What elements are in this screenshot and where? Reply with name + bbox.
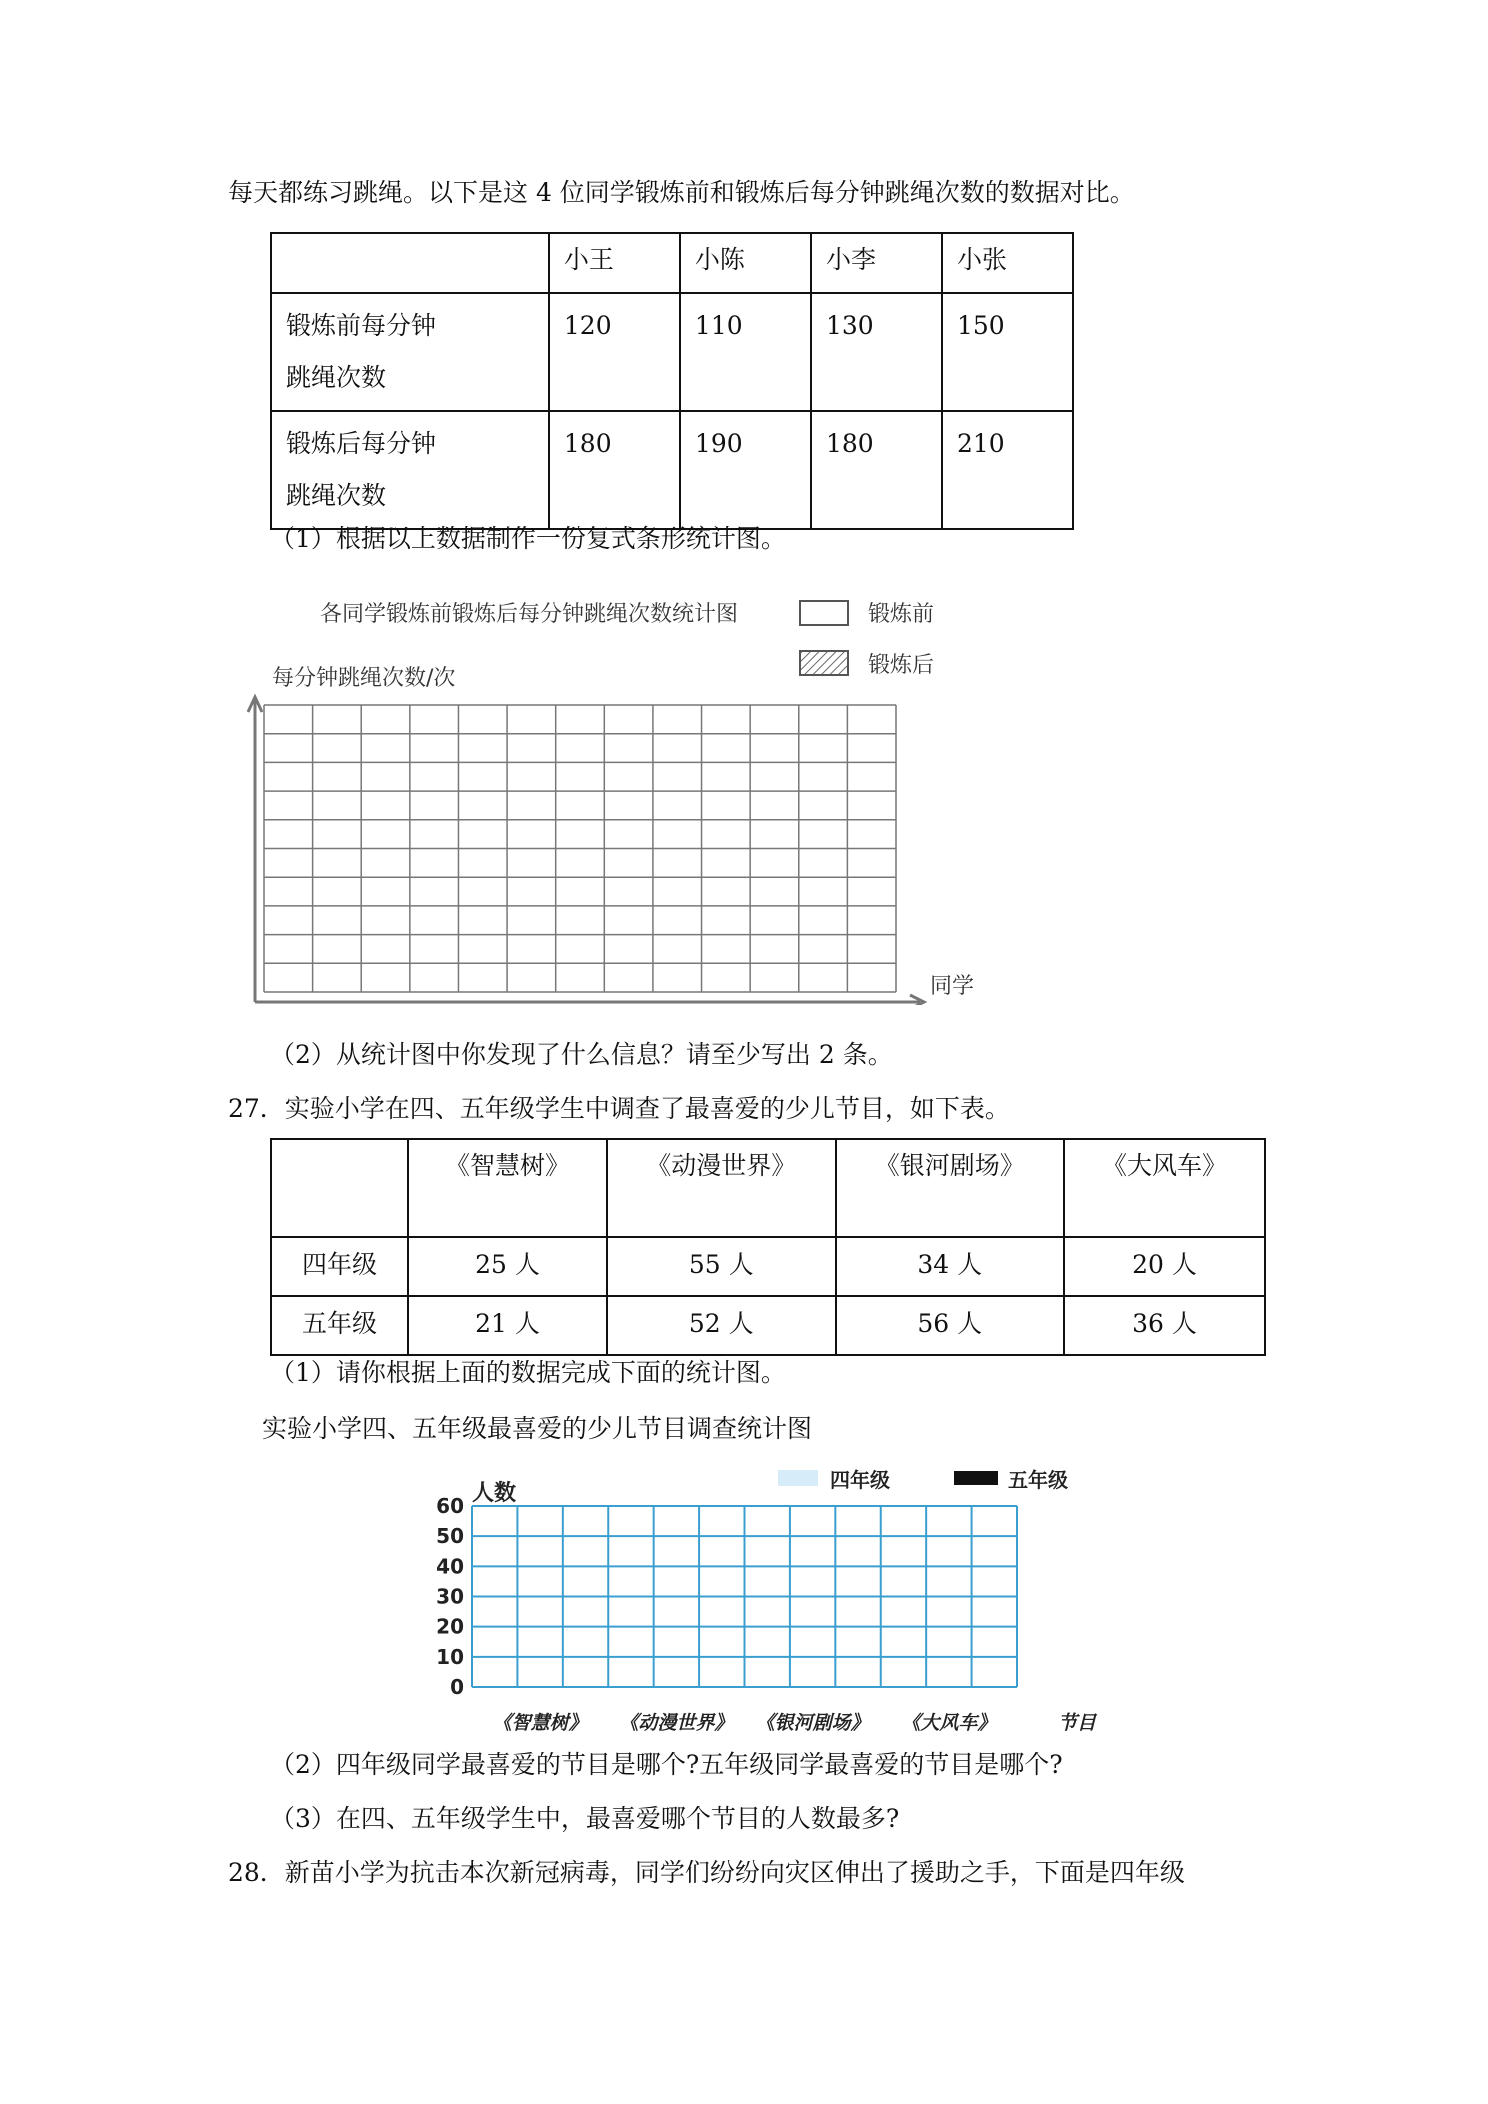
legend-swatch-after [800,651,848,675]
table-row [271,411,1073,529]
table-row [271,1296,1265,1355]
chart1-title: 各同学锻炼前锻炼后每分钟跳绳次数统计图 [320,602,739,627]
row-label: 五年级 [271,1296,408,1355]
jump-rope-table [270,232,1074,530]
table-cell: 180 [549,411,680,529]
table-cell: 21 人 [408,1296,607,1355]
table-header-cell: 小张 [942,233,1073,293]
chart2-grid [420,1455,1140,1735]
y-tick-label: 50 [436,1524,464,1549]
table-cell: 36 人 [1064,1296,1265,1355]
y-tick-label: 0 [450,1675,464,1699]
chart1-grid [240,585,980,1005]
x-category-label: 《大风车》 [901,1712,997,1734]
table-cell: 56 人 [836,1296,1065,1355]
legend-label-after: 锻炼后 [868,653,935,678]
table-cell: 55 人 [607,1237,836,1296]
legend-label-grade5: 五年级 [1008,1468,1068,1492]
y-tick-label: 10 [436,1644,464,1669]
table-cell: 20 人 [1064,1237,1265,1296]
row-label: 锻炼前每分钟 跳绳次数 [271,293,549,411]
legend-label-before: 锻炼前 [868,602,935,627]
x-category-label: 《智慧树》 [492,1712,588,1734]
table-row [271,1237,1265,1296]
question-27-2: （2）四年级同学最喜爱的节目是哪个?五年级同学最喜爱的节目是哪个? [270,1750,1063,1779]
table-cell: 25 人 [408,1237,607,1296]
y-tick-label: 40 [436,1554,464,1579]
table-header-cell: 小陈 [680,233,811,293]
table-cell: 210 [942,411,1073,529]
table-header-row [271,1139,1265,1237]
chart2-xlabel: 节目 [1058,1712,1097,1734]
table-header-cell: 《银河剧场》 [836,1139,1065,1237]
x-category-label: 《银河剧场》 [755,1712,870,1734]
question-27: 27．实验小学在四、五年级学生中调查了最喜爱的少儿节目，如下表。 [228,1094,1010,1123]
table-header-cell: 小王 [549,233,680,293]
table-cell: 130 [811,293,942,411]
legend-label-grade4: 四年级 [830,1468,890,1492]
y-tick-label: 60 [436,1494,464,1518]
tv-program-table [270,1138,1266,1356]
table-cell: 190 [680,411,811,529]
table-header-cell: 《大风车》 [1064,1139,1265,1237]
table-cell: 120 [549,293,680,411]
row-label: 锻炼后每分钟 跳绳次数 [271,411,549,529]
question-27-1: （1）请你根据上面的数据完成下面的统计图。 [270,1358,786,1387]
chart1-xlabel: 同学 [930,974,975,999]
x-category-label: 《动漫世界》 [619,1712,734,1734]
table-cell: 52 人 [607,1296,836,1355]
legend-swatch-before [800,601,848,625]
question-1-1: （1）根据以上数据制作一份复式条形统计图。 [270,524,786,553]
question-28: 28．新苗小学为抗击本次新冠病毒，同学们纷纷向灾区伸出了援助之手，下面是四年级 [228,1858,1185,1887]
table-header-row [271,233,1073,293]
table-header-cell [271,1139,408,1237]
table-cell: 34 人 [836,1237,1065,1296]
y-tick-label: 30 [436,1584,464,1609]
chart2-ylabel: 人数 [472,1481,517,1506]
table-cell: 110 [680,293,811,411]
chart2-title: 实验小学四、五年级最喜爱的少儿节目调查统计图 [262,1414,813,1443]
table-header-cell: 小李 [811,233,942,293]
row-label: 四年级 [271,1237,408,1296]
table-header-cell: 《动漫世界》 [607,1139,836,1237]
table-cell: 180 [811,411,942,529]
table-cell: 150 [942,293,1073,411]
intro-text: 每天都练习跳绳。以下是这 4 位同学锻炼前和锻炼后每分钟跳绳次数的数据对比。 [228,178,1135,207]
y-tick-label: 20 [436,1614,464,1639]
table-row [271,293,1073,411]
table-header-cell: 《智慧树》 [408,1139,607,1237]
legend-swatch-grade5 [954,1471,998,1485]
table-header-cell [271,233,549,293]
question-1-2: （2）从统计图中你发现了什么信息？请至少写出 2 条。 [270,1040,893,1069]
legend-swatch-grade4 [778,1470,818,1486]
chart1-ylabel: 每分钟跳绳次数/次 [272,666,456,691]
question-27-3: （3）在四、五年级学生中，最喜爱哪个节目的人数最多? [270,1804,900,1833]
